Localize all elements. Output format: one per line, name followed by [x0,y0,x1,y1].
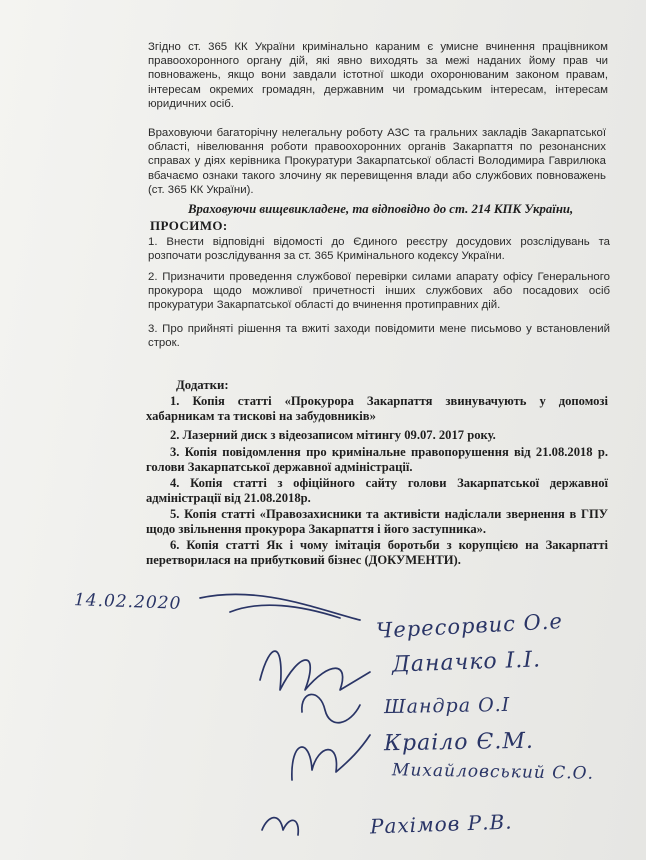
signature-2 [260,651,370,690]
request-heading: ПРОСИМО: [150,218,228,233]
signature-1 [200,594,360,620]
signatory-name-1: Чересорвис О.е [375,609,564,643]
signature-5 [262,818,298,835]
handwritten-date: 14.02.2020 [73,590,182,614]
request-item-3: 3. Про прийняті рішення та вжиті заходи повідомити мене письмово у встановлений строк. [148,323,610,350]
attachments-heading: Додатки: [176,378,229,392]
signatory-name-2: Даначко І.І. [391,647,542,678]
attachment-item-1: 1. Копія статті «Прокурора Закарпаття звинувачують у допомозі хабарникам та тискові на забудовників» [146,394,608,424]
attachment-item-5: 5. Копія статті «Правозахисники та активісти надіслали звернення в ГПУ щодо звільнення прокурора Закарпаття і його заступника». [146,507,608,537]
signature-3 [302,694,360,722]
intro-line: Враховуючи вищевикладене, та відповідно до ст. 214 КПК України, [188,202,574,216]
signatory-name-5: Михайловський С.О. [391,760,595,784]
attachment-item-6: 6. Копія статті Як і чому імітація боротьби з корупцією на Закарпатті перетворилася на прибутковий бізнес (ДОКУМЕНТИ). [146,538,608,568]
signature-4 [292,735,370,780]
attachment-item-2: 2. Лазерний диск з відеозаписом мітингу 09.07. 2017 року. [170,428,496,442]
signatory-name-6: Рахімов Р.В. [369,809,513,839]
request-item-1: 1. Внести відповідні відомості до Єдиного реєстру досудових розслідувань та розпочати розслідування за ст. 365 Кримінального кодексу України. [148,236,610,263]
attachment-item-3: 3. Копія повідомлення про кримінальне правопорушення від 21.08.2018 р. голови Закарпатської державної адміністрації. [146,445,608,475]
request-item-2: 2. Призначити проведення службової перевірки силами апарату офісу Генерального прокурора щодо можливої причетності інших службових або посадових осіб прокуратури Закарпатської області до вчинення протиправних дій. [148,271,610,312]
paragraph-article-365: Згідно ст. 365 КК України кримінально караним є умисне вчинення працівником правоохоронного органу дій, які явно виходять за межі наданих йому прав чи повноважень, якщо вони завдали істотної шкоди охоронюваним законом правам, інтересам окремих громадян, державним чи громадським інтересам, інтересам юридичних осіб. [148,41,608,110]
attachment-item-4: 4. Копія статті з офіційного сайту голови Закарпатської державної адміністрації від 21.08.2018р. [146,476,608,506]
signatory-name-3: Шандра О.І [383,693,511,719]
paragraph-facts: Враховуючи багаторічну нелегальну роботу АЗС та гральних закладів Закарпатської області, нівелювання роботи правоохоронних органів Закарпаття по резонансних справах у діях керівника Прокуратури Закарпатської області Володимира Гаврилюка вбачаємо ознаки такого злочину як перевищення влади або службових повноважень (ст. 365 КК України). [148,127,606,196]
signatory-name-4: Краіло Є.М. [383,728,535,757]
